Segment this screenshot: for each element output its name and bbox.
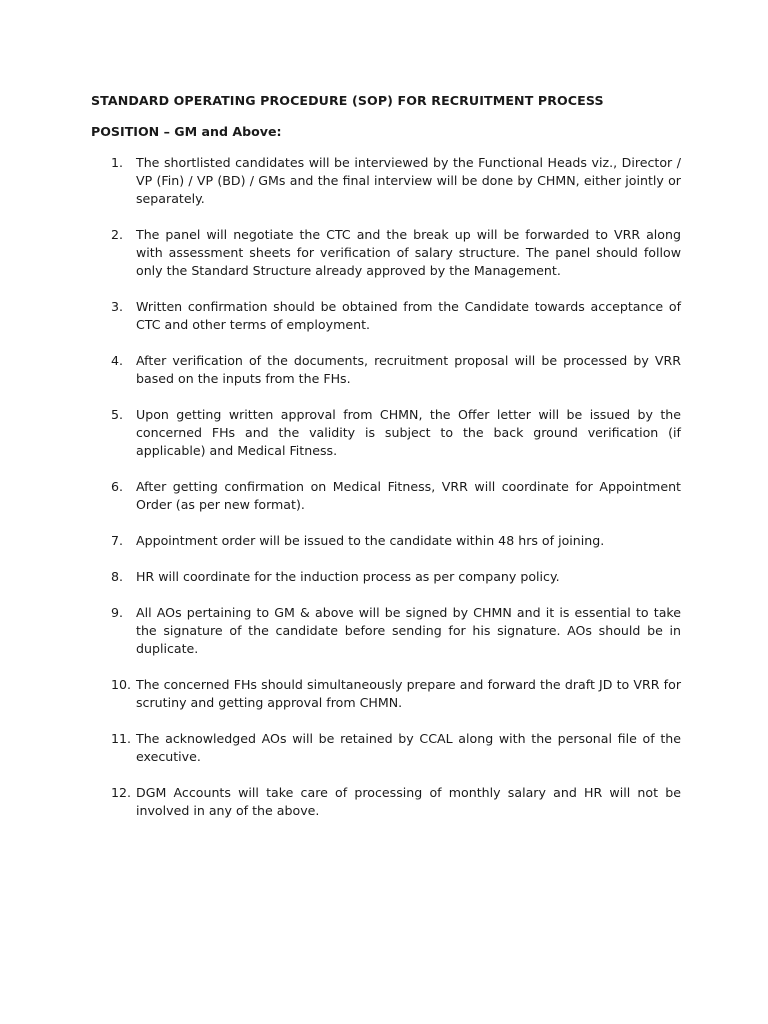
item-number: 7. [111,533,124,548]
item-number: 11. [111,731,132,746]
list-item [91,568,681,586]
item-number: 2. [111,227,124,242]
item-text: The shortlisted candidates will be interviewed by the Functional Heads viz., Director / VP (Fin) / VP (BD) / GMs and the final interview will be done by CHMN, either jointly or separately. [136,155,681,206]
item-text: After getting confirmation on Medical Fitness, VRR will coordinate for Appointment Order (as per new format). [136,479,681,512]
item-text: HR will coordinate for the induction process as per company policy. [136,569,560,584]
item-text: DGM Accounts will take care of processing of monthly salary and HR will not be involved in any of the above. [136,785,681,818]
list-item [91,784,681,820]
list-item [91,478,681,514]
list-item [91,676,681,712]
list-item [91,604,681,658]
item-text: Written confirmation should be obtained from the Candidate towards acceptance of CTC and other terms of employment. [136,299,681,332]
item-text: Appointment order will be issued to the candidate within 48 hrs of joining. [136,533,605,548]
item-number: 6. [111,479,124,494]
list-item [91,406,681,460]
item-text: The acknowledged AOs will be retained by CCAL along with the personal file of the executive. [136,731,681,764]
item-number: 1. [111,155,124,170]
list-item [91,352,681,388]
list-item [91,154,681,208]
item-number: 9. [111,605,124,620]
item-text: All AOs pertaining to GM & above will be signed by CHMN and it is essential to take the signature of the candidate before sending for his signature. AOs should be in duplicate. [136,605,681,656]
list-item [91,298,681,334]
list-item [91,730,681,766]
item-text: The concerned FHs should simultaneously prepare and forward the draft JD to VRR for scrutiny and getting approval from CHMN. [136,677,681,710]
item-number: 5. [111,407,124,422]
item-number: 12. [111,785,132,800]
position-heading: POSITION – GM and Above: [91,124,282,139]
document-title: STANDARD OPERATING PROCEDURE (SOP) FOR RECRUITMENT PROCESS [91,93,604,108]
list-item [91,532,681,550]
list-item [91,226,681,280]
item-number: 8. [111,569,124,584]
item-text: After verification of the documents, recruitment proposal will be processed by VRR based on the inputs from the FHs. [136,353,681,386]
item-text: Upon getting written approval from CHMN, the Offer letter will be issued by the concerned FHs and the validity is subject to the back ground verification (if applicable) and Medical Fitness. [136,407,681,458]
item-number: 4. [111,353,124,368]
item-number: 10. [111,677,132,692]
item-number: 3. [111,299,124,314]
item-text: The panel will negotiate the CTC and the break up will be forwarded to VRR along with assessment sheets for verification of salary structure. The panel should follow only the Standard Structure already approved by the Management. [136,227,681,278]
procedure-list [91,154,681,838]
